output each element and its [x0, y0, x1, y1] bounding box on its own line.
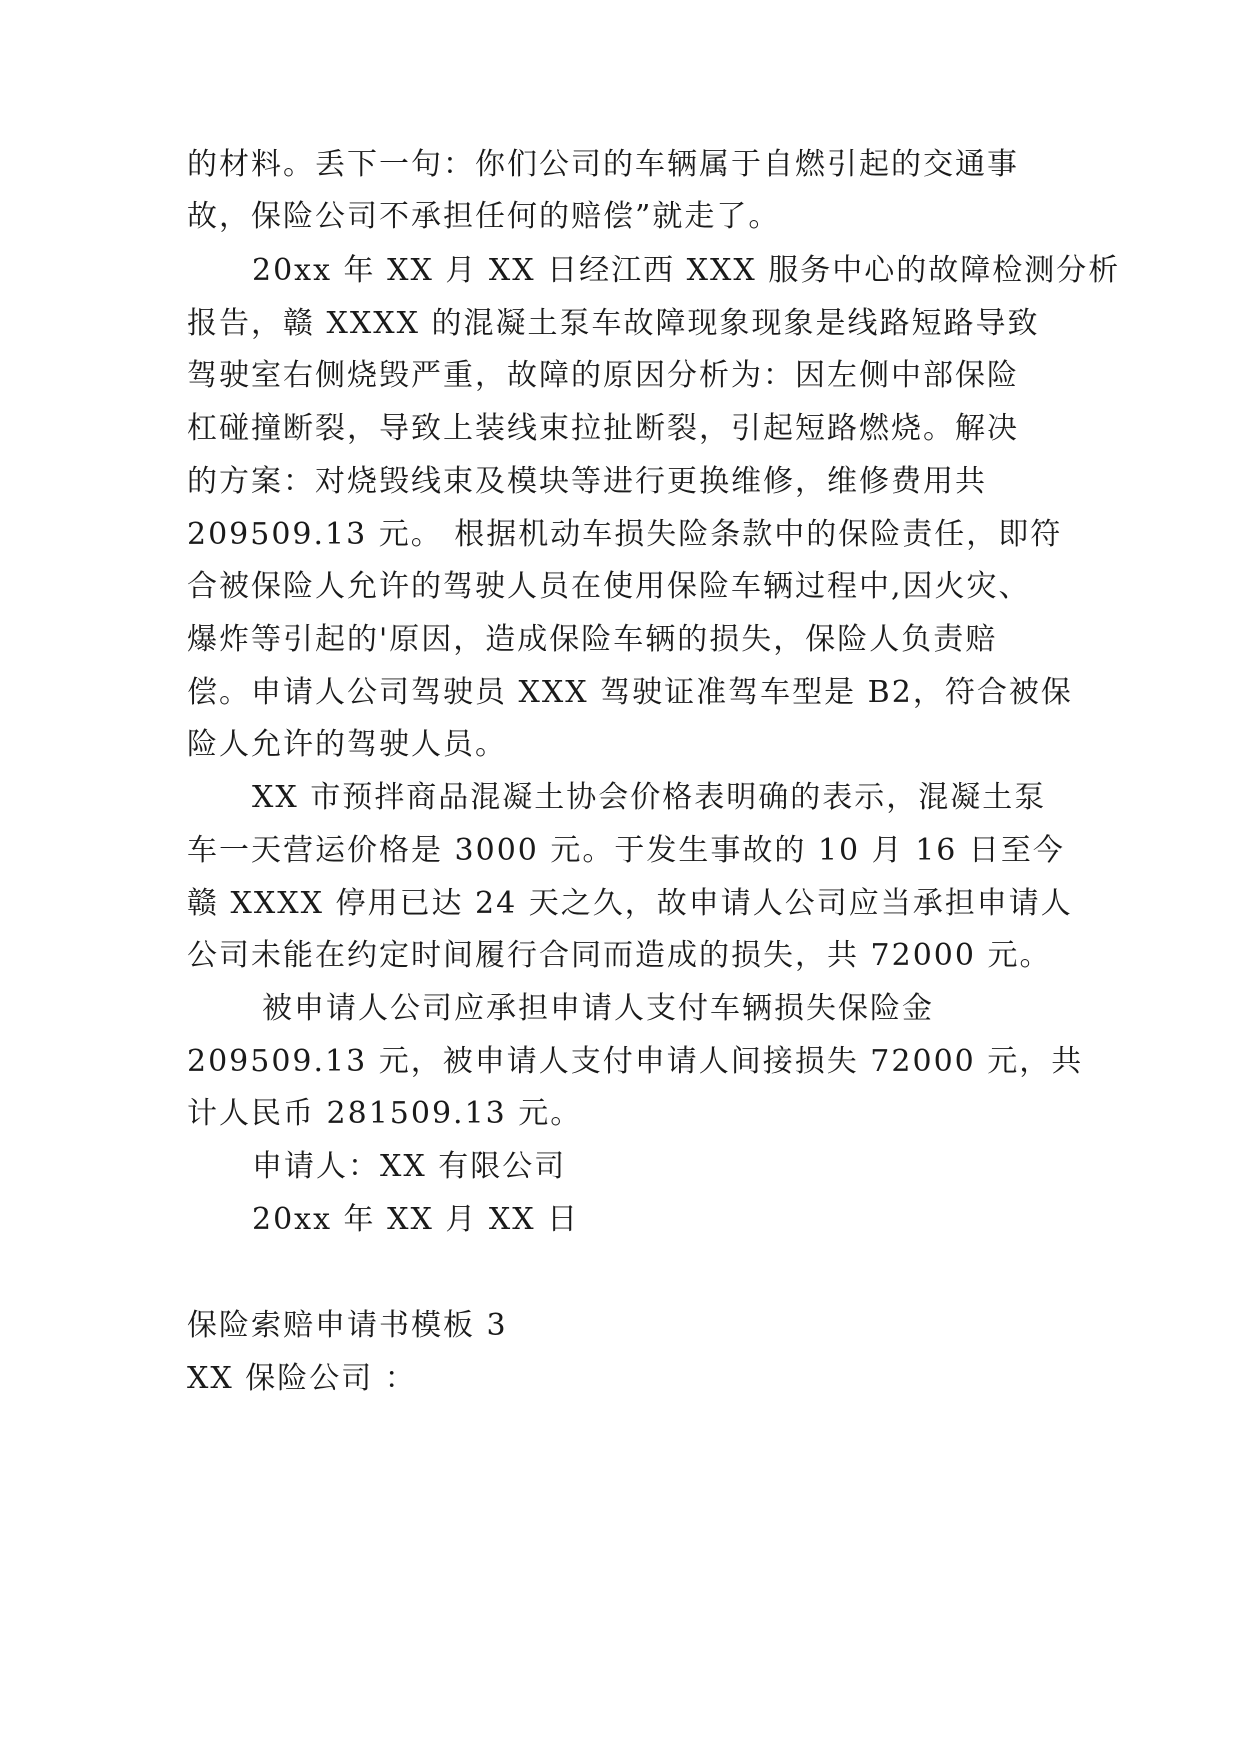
paragraph-line-19: 计人民币 281509.13 元。: [187, 1096, 583, 1131]
paragraph-line-3: 20xx 年 XX 月 XX 日经江西 XXX 服务中心的故障检测分析: [252, 253, 1121, 288]
paragraph-line-4: 报告，赣 XXXX 的混凝土泵车故障现象现象是线路短路导致: [187, 306, 1040, 341]
paragraph-line-17: 被申请人公司应承担申请人支付车辆损失保险金: [262, 991, 934, 1026]
recipient-line: XX 保险公司 ：: [187, 1361, 417, 1396]
signature-date: 20xx 年 XX 月 XX 日: [252, 1202, 580, 1237]
paragraph-line-16: 公司未能在约定时间履行合同而造成的损失，共 72000 元。: [187, 938, 1052, 973]
paragraph-line-1: 的材料。丢下一句：你们公司的车辆属于自燃引起的交通事: [187, 147, 1019, 182]
paragraph-line-7: 的方案：对烧毁线束及模块等进行更换维修，维修费用共: [187, 464, 987, 499]
paragraph-line-2: 故，保险公司不承担任何的赔偿”就走了。: [187, 199, 781, 234]
paragraph-line-8: 209509.13 元。 根据机动车损失险条款中的保险责任，即符: [187, 517, 1063, 552]
paragraph-line-6: 杠碰撞断裂，导致上装线束拉扯断裂，引起短路燃烧。解决: [187, 411, 1019, 446]
paragraph-line-9: 合被保险人允许的驾驶人员在使用保险车辆过程中,因火灾、: [187, 569, 1031, 604]
paragraph-line-18: 209509.13 元，被申请人支付申请人间接损失 72000 元，共: [187, 1044, 1084, 1079]
section-title: 保险索赔申请书模板 3: [187, 1308, 508, 1343]
paragraph-line-15: 赣 XXXX 停用已达 24 天之久，故申请人公司应当承担申请人: [187, 886, 1073, 921]
signature-applicant: 申请人：XX 有限公司: [252, 1149, 567, 1184]
paragraph-line-14: 车一天营运价格是 3000 元。于发生事故的 10 月 16 日至今: [187, 833, 1065, 868]
paragraph-line-13: XX 市预拌商品混凝土协会价格表明确的表示，混凝土泵: [252, 780, 1047, 815]
paragraph-line-11: 偿。申请人公司驾驶员 XXX 驾驶证准驾车型是 B2，符合被保: [187, 675, 1073, 710]
paragraph-line-5: 驾驶室右侧烧毁严重，故障的原因分析为：因左侧中部保险: [187, 358, 1019, 393]
paragraph-line-12: 险人允许的驾驶人员。: [187, 727, 507, 762]
paragraph-line-10: 爆炸等引起的'原因，造成保险车辆的损失，保险人负责赔: [187, 622, 998, 657]
